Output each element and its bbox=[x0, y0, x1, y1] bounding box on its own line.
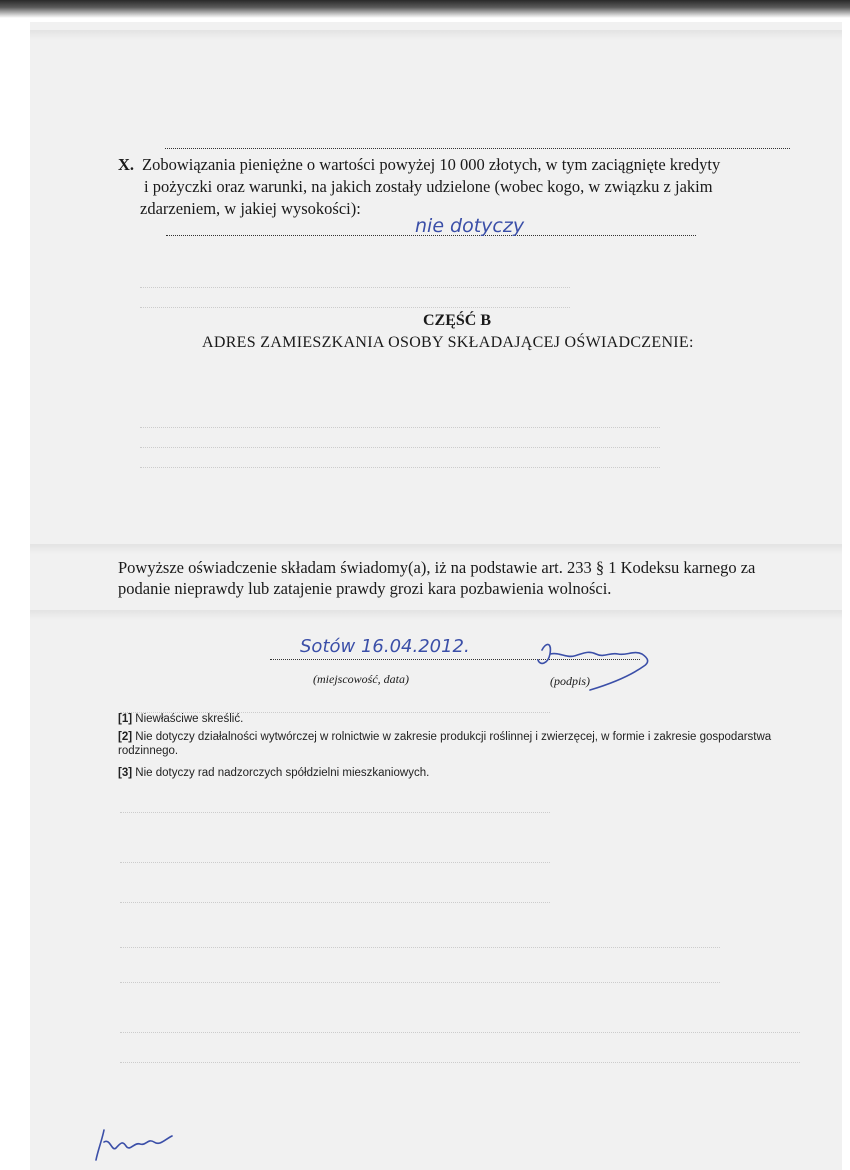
place-date-caption: (miejscowość, data) bbox=[313, 672, 409, 686]
fold-shadow bbox=[30, 30, 842, 40]
footnote-number: [3] bbox=[118, 767, 133, 779]
document-page bbox=[30, 22, 842, 1170]
section-separator-dotted bbox=[165, 148, 790, 149]
section-x-label: X. bbox=[118, 155, 135, 174]
handwritten-answer: nie dotyczy bbox=[415, 215, 525, 237]
footnote-text: Niewłaściwe skreślić. bbox=[135, 713, 244, 725]
section-x-text-line1: Zobowiązania pieniężne o wartości powyżej 10 000 złotych, w tym zaciągnięte kredyty bbox=[142, 155, 721, 174]
handwritten-initials bbox=[88, 1122, 188, 1167]
footnote-text: Nie dotyczy działalności wytwórczej w rolnictwie w zakresie produkcji roślinnej i zwierzęcej, w formie i zakresie gospodarstwa rodzinnego. bbox=[118, 731, 772, 757]
footnote-1 bbox=[118, 712, 818, 726]
handwritten-place-date: Sotów 16.04.2012. bbox=[300, 636, 470, 657]
signature-caption: (podpis) bbox=[550, 674, 590, 688]
part-b-subtitle: ADRES ZAMIESZKANIA OSOBY SKŁADAJĄCEJ OŚWIADCZENIE: bbox=[202, 334, 694, 351]
section-x-text-line2: i pożyczki oraz warunki, na jakich zostały udzielone (wobec kogo, w związku z jakim bbox=[144, 177, 713, 196]
section-x-text-line3: zdarzeniem, w jakiej wysokości): bbox=[140, 199, 361, 218]
footnote-number: [2] bbox=[118, 731, 133, 743]
fold-shadow bbox=[30, 610, 842, 620]
footnote-2 bbox=[118, 730, 818, 758]
footnote-3 bbox=[118, 766, 818, 780]
statement-line1: Powyższe oświadczenie składam świadomy(a), iż na podstawie art. 233 § 1 Kodeksu karnego za bbox=[118, 558, 756, 577]
scan-top-edge bbox=[0, 0, 850, 18]
part-b-title: CZĘŚĆ B bbox=[423, 312, 492, 329]
statement-line2: podanie nieprawdy lub zatajenie prawdy grozi kara pozbawienia wolności. bbox=[118, 579, 612, 598]
footnote-number: [1] bbox=[118, 713, 133, 725]
fold-shadow bbox=[30, 544, 842, 554]
footnote-text: Nie dotyczy rad nadzorczych spółdzielni mieszkaniowych. bbox=[135, 767, 430, 779]
